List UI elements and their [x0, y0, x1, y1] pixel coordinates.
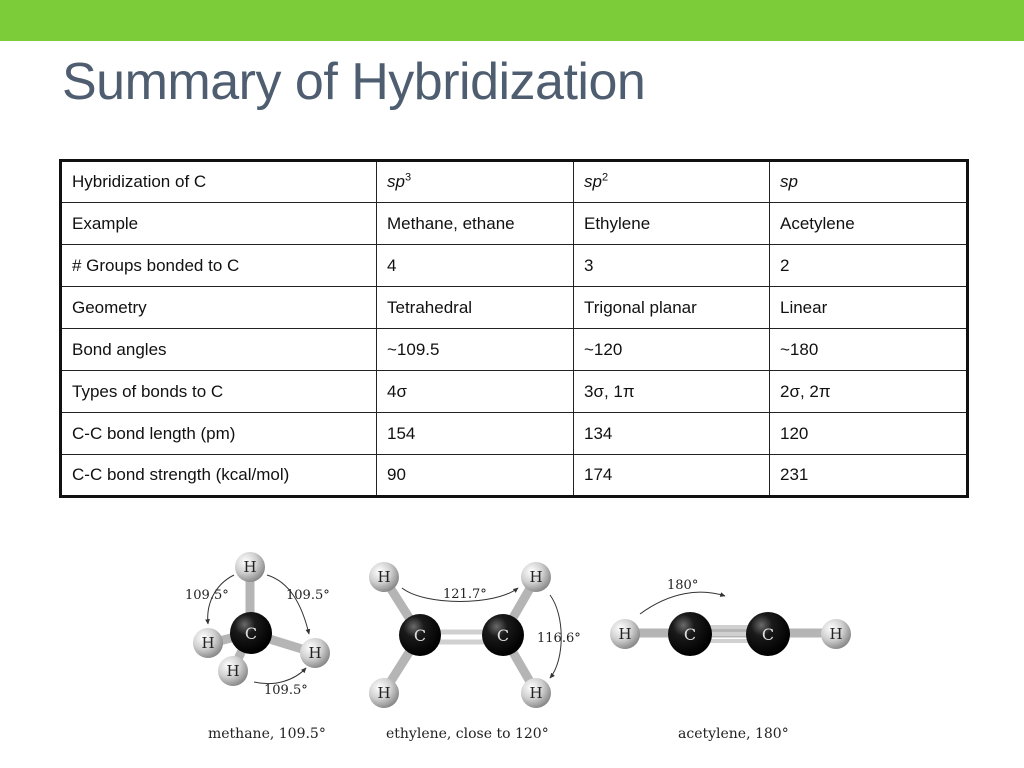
bond-angle-label: 180°	[667, 578, 699, 593]
atom-label: H	[529, 684, 543, 702]
atom-label: H	[377, 568, 391, 586]
table-cell: 4σ	[377, 371, 574, 413]
molecule-figure	[170, 540, 870, 750]
row-label: Geometry	[61, 287, 377, 329]
table-cell: Linear	[770, 287, 968, 329]
row-label: C-C bond strength (kcal/mol)	[61, 455, 377, 497]
table-cell: 3	[574, 245, 770, 287]
table-cell: ~109.5	[377, 329, 574, 371]
row-label: Hybridization of C	[61, 161, 377, 203]
molecule-caption: acetylene, 180°	[678, 726, 789, 742]
atom-label: H	[226, 662, 240, 680]
angle-arrow	[640, 592, 725, 614]
hybrid-sp3-header: $sp^3$	[377, 161, 574, 203]
acetylene-molecule	[610, 578, 851, 742]
atom-label: H	[308, 644, 322, 662]
bond-angle-label: 109.5°	[264, 683, 308, 698]
atom-label: C	[244, 624, 258, 643]
molecule-diagrams-svg	[170, 540, 870, 750]
top-accent-bar	[0, 0, 1024, 41]
table-cell: Methane, ethane	[377, 203, 574, 245]
row-label: Example	[61, 203, 377, 245]
bond-angle-label: 109.5°	[185, 588, 229, 603]
table-cell: 2σ, 2π	[770, 371, 968, 413]
angle-arrow	[267, 575, 309, 634]
table-cell: Ethylene	[574, 203, 770, 245]
table-cell: ~120	[574, 329, 770, 371]
atom-label: C	[761, 625, 775, 644]
table-cell: 3σ, 1π	[574, 371, 770, 413]
atom-label: H	[529, 568, 543, 586]
table-header-row	[61, 161, 968, 203]
table-cell: 134	[574, 413, 770, 455]
methane-molecule	[185, 552, 330, 742]
table-cell: 2	[770, 245, 968, 287]
row-label: # Groups bonded to C	[61, 245, 377, 287]
table-cell: Trigonal planar	[574, 287, 770, 329]
table-cell: 90	[377, 455, 574, 497]
atom-label: H	[243, 558, 257, 576]
table-row	[61, 287, 968, 329]
table-cell: Tetrahedral	[377, 287, 574, 329]
atom-label: H	[201, 634, 215, 652]
table-cell: 154	[377, 413, 574, 455]
atom-label: H	[829, 625, 843, 643]
bond-angle-label: 109.5°	[286, 588, 330, 603]
table-cell: 231	[770, 455, 968, 497]
table-cell: 4	[377, 245, 574, 287]
table-cell: ~180	[770, 329, 968, 371]
bond-angle-label: 116.6°	[537, 631, 581, 646]
angle-arrow	[254, 668, 306, 684]
table-cell: 174	[574, 455, 770, 497]
table-row	[61, 245, 968, 287]
table-cell: Acetylene	[770, 203, 968, 245]
molecule-caption: methane, 109.5°	[208, 726, 326, 742]
hybrid-sp-header: sp	[770, 161, 968, 203]
atom-label: C	[413, 626, 427, 645]
table-cell: 120	[770, 413, 968, 455]
hybridization-table	[59, 159, 969, 498]
table-row	[61, 203, 968, 245]
table-row	[61, 329, 968, 371]
table-row	[61, 371, 968, 413]
slide-title: Summary of Hybridization	[62, 53, 646, 111]
row-label: C-C bond length (pm)	[61, 413, 377, 455]
atom-label: C	[496, 626, 510, 645]
atom-label: H	[377, 684, 391, 702]
molecule-caption: ethylene, close to 120°	[386, 726, 549, 742]
row-label: Bond angles	[61, 329, 377, 371]
ethylene-molecule	[369, 562, 581, 742]
atom-label: H	[618, 625, 632, 643]
table-row	[61, 413, 968, 455]
row-label: Types of bonds to C	[61, 371, 377, 413]
atom-label: C	[683, 625, 697, 644]
hybrid-sp2-header: $sp^2$	[574, 161, 770, 203]
table-row	[61, 455, 968, 497]
bond-angle-label: 121.7°	[443, 587, 487, 602]
